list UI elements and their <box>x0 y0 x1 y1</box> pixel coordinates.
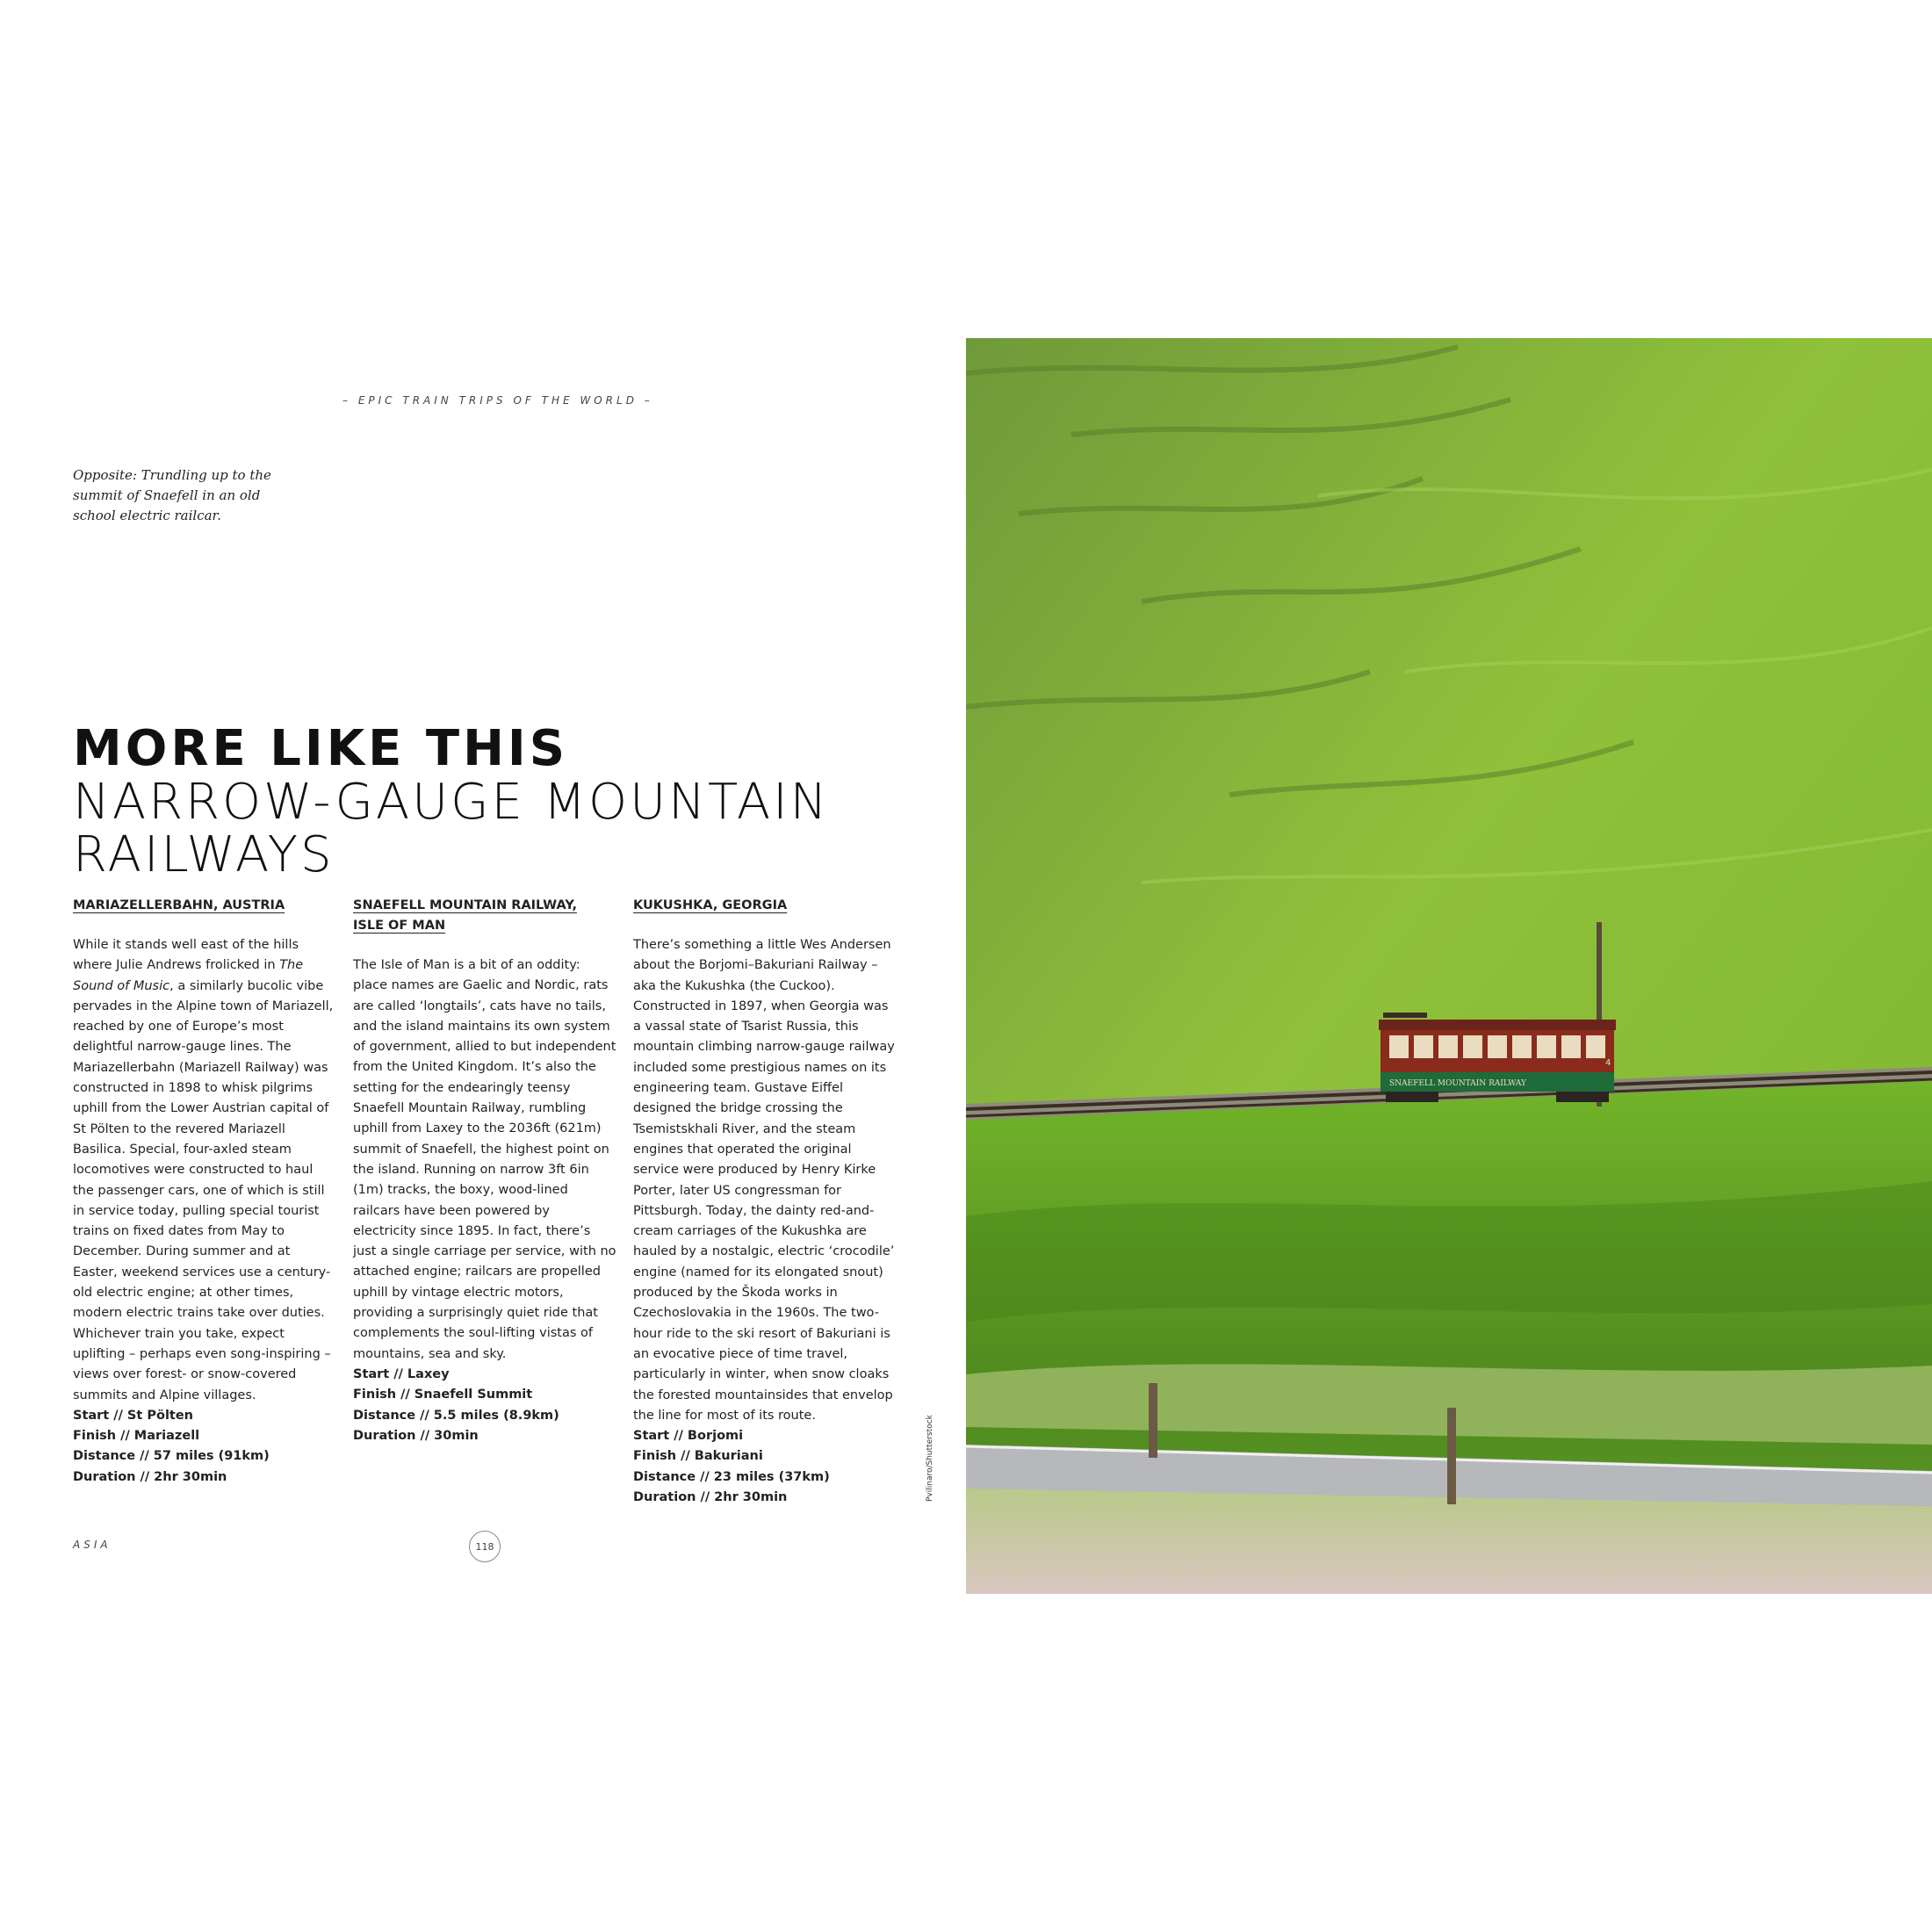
fact-duration: Duration // 30min <box>353 1428 479 1443</box>
column-body-post: , a similarly bucolic vibe pervades in the Alpine town of Mariazell, reached by one of Europe’s most delightful narrow-gauge lines. The Mariazellerbahn (Mariazell Railway) was constructed in 1898 to whisk pilgrims uphill from the Lower Austrian capital of St Pölten to the revered Mariazell Basilica. Special, four-axled steam locomotives were constructed to haul the passenger cars, one of which is still in service today, pulling special tourist trains on fixed dates from May to December. During summer and at Easter, weekend services use a century-old electric engine; at other times, modern electric trains take over duties. Whichever train you take, expect uplifting – perhaps even song-inspiring – views over forest- or snow-covered summits and Alpine villages. <box>73 978 334 1402</box>
fact-finish: Finish // Snaefell Summit <box>353 1388 533 1402</box>
railcar <box>1379 1013 1616 1102</box>
running-head: – EPIC TRAIN TRIPS OF THE WORLD – <box>342 394 653 407</box>
headline-kicker: MORE LIKE THIS <box>73 720 569 777</box>
photo-credit: Pvilinaro/Shutterstock <box>926 1415 934 1502</box>
column-heading: KUKUSHKA, GEORGIA <box>633 898 788 912</box>
headline-title-line1: NARROW-GAUGE MOUNTAIN <box>73 774 830 831</box>
fact-distance: Distance // 23 miles (37km) <box>633 1469 830 1484</box>
column-body: There’s something a little Wes Andersen about the Borjomi–Bakuriani Railway – aka the Kukushka (the Cuckoo). Constructed in 1897, when Georgia was a vassal state of Tsarist Russia, this mountain climbing narrow-gauge railway included some prestigious names on its engineering team. Gustave Eiffel designed the bridge crossing the Tsemistskhali River, and the steam engines that operated the original service were produced by Henry Kirke Porter, later US congressman for Pittsburgh. Today, the dainty red-and-cream carriages of the Kukushka are hauled by a nostalgic, electric ‘crocodile’ engine (named for its elongated snout) produced by the Škoda works in Czechoslovakia in the 1960s. The two-hour ride to the ski resort of Bakuriani is an evocative piece of time travel, particularly in winter, when snow cloaks the forested mountainsides that envelop the line for most of its route. <box>633 938 895 1423</box>
fact-duration: Duration // 2hr 30min <box>633 1490 788 1505</box>
column-heading <box>353 896 616 936</box>
column-body <box>73 935 336 1406</box>
fact-distance: Distance // 5.5 miles (8.9km) <box>353 1408 559 1423</box>
fact-finish: Finish // Mariazell <box>73 1429 200 1444</box>
fact-finish: Finish // Bakuriani <box>633 1449 763 1464</box>
column-heading-line1: SNAEFELL MOUNTAIN RAILWAY, <box>353 898 577 912</box>
headline-title-line2: RAILWAYS <box>73 826 335 883</box>
column-heading-line2: ISLE OF MAN <box>353 919 446 933</box>
fact-start: Start // St Pölten <box>73 1408 193 1423</box>
railcar-lettering: SNAEFELL MOUNTAIN RAILWAY <box>1389 1079 1526 1088</box>
column-heading: MARIAZELLERBAHN, AUSTRIA <box>73 898 285 912</box>
trip-facts <box>633 1426 895 1508</box>
trip-facts <box>73 1406 336 1488</box>
column-body: The Isle of Man is a bit of an oddity: place names are Gaelic and Nordic, rats are called ‘longtails’, cats have no tails, and the island maintains its own system of government, allied to but independent from the United Kingdom. It’s also the setting for the endearingly teensy Snaefell Mountain Railway, rumbling uphill from Laxey to the 2036ft (621m) summit of Snaefell, the highest point on the island. Running on narrow 3ft 6in (1m) tracks, the boxy, wood-lined railcars have been powered by electricity since 1895. In fact, there’s just a single carriage per service, with no attached engine; railcars are propelled uphill by vintage electric motors, providing a surprisingly quiet ride that complements the soul-lifting vistas of mountains, sea and sky. <box>353 958 616 1361</box>
fact-start: Start // Laxey <box>353 1366 450 1381</box>
fact-distance: Distance // 57 miles (91km) <box>73 1449 270 1464</box>
article-column-snaefell <box>353 896 616 1446</box>
hillside-illustration <box>966 338 1932 1594</box>
column-body-italic: The Sound of Music <box>73 958 304 993</box>
trip-facts <box>353 1365 616 1446</box>
headline <box>73 722 951 882</box>
column-body-pre: While it stands well east of the hills where Julie Andrews frolicked in <box>73 938 299 973</box>
page-number: 118 <box>475 1540 494 1553</box>
railcar-number: 4 <box>1605 1058 1611 1068</box>
article-column-kukushka <box>633 896 895 1508</box>
footer-section-label: ASIA <box>73 1539 112 1551</box>
fence-post <box>1447 1408 1456 1504</box>
article-column-mariazellerbahn <box>73 896 336 1488</box>
photo-caption: Opposite: Trundling up to the summit of Snaefell in an old school electric railcar. <box>73 467 271 523</box>
fence-post <box>1149 1383 1157 1458</box>
fact-duration: Duration // 2hr 30min <box>73 1469 227 1484</box>
railcar-hillside-photo <box>966 338 1932 1594</box>
fact-start: Start // Borjomi <box>633 1429 744 1444</box>
page-number-badge <box>469 1531 501 1562</box>
